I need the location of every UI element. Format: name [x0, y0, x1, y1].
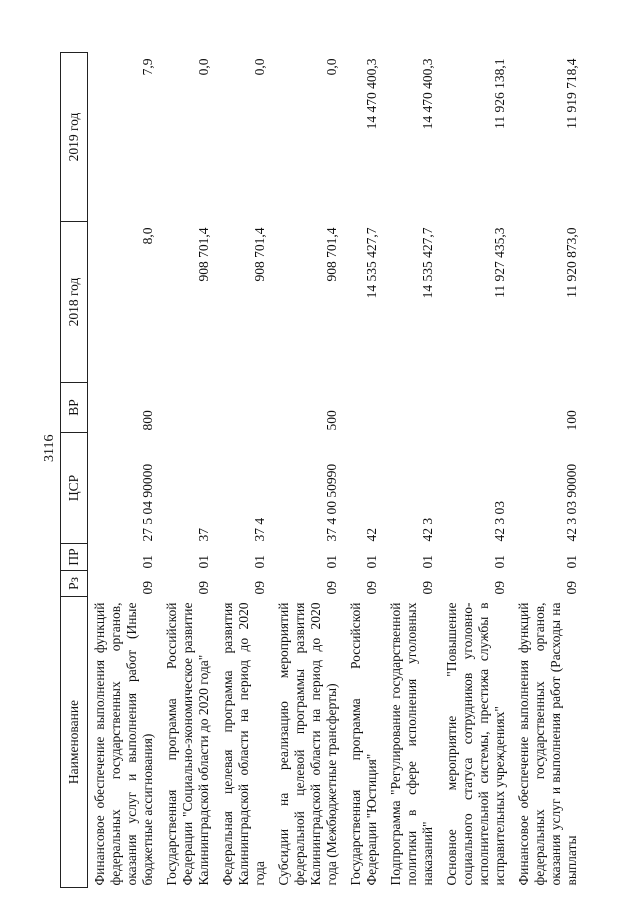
row-pr: 01 — [196, 555, 211, 569]
row-vr — [216, 383, 272, 433]
row-name: Субсидии на реализацию мероприятий федеральной целевой программы развития Калининградской области на период до 2020 года (Межбюджетные трансферты) — [276, 602, 339, 886]
row-vr: 100 — [564, 410, 579, 431]
row-rz: 09 — [324, 581, 339, 595]
row-name: Федеральная целевая программа развития Калининградской области на период до 2020 года — [220, 602, 267, 886]
row-csr: 27 5 04 90000 — [140, 463, 155, 542]
row-rz: 09 — [420, 581, 435, 595]
row-pr: 01 — [324, 555, 339, 569]
row-2019: 0,0 — [252, 58, 267, 76]
row-pr: 01 — [492, 555, 507, 569]
page-number: 3116 — [42, 434, 57, 462]
row-2018: 11 920 873,0 — [564, 227, 579, 298]
row-csr: 37 4 — [252, 517, 267, 542]
row-2018: 14 535 427,7 — [420, 227, 435, 299]
row-rz: 09 — [196, 581, 211, 595]
header-2018: 2018 год — [61, 222, 88, 383]
budget-table — [60, 52, 584, 888]
header-pr: ПР — [61, 544, 88, 571]
row-pr: 01 — [364, 555, 379, 569]
row-vr: 800 — [140, 410, 155, 431]
header-name: Наименование — [61, 597, 88, 888]
header-rz: Рз — [61, 571, 88, 597]
header-csr: ЦСР — [61, 433, 88, 544]
row-pr: 01 — [140, 555, 155, 569]
row-name: Государственная программа Российской Федерации "Юстиция" — [348, 602, 379, 886]
rotated-page — [60, 53, 623, 888]
header-vr: ВР — [61, 383, 88, 433]
row-vr — [160, 383, 216, 433]
table-row — [216, 53, 272, 888]
row-pr: 01 — [564, 555, 579, 569]
table-row — [160, 53, 216, 888]
row-rz: 09 — [140, 581, 155, 595]
row-vr — [384, 383, 440, 433]
row-2018: 14 535 427,7 — [364, 227, 379, 299]
table-row — [344, 53, 384, 888]
row-name: Основное мероприятие "Повышение социального статуса сотрудников уголовно-исполнительной системы, престижа службы в исправительных учреждениях" — [444, 602, 507, 886]
row-vr — [344, 383, 384, 433]
row-2019: 0,0 — [324, 58, 339, 76]
row-2019: 11 919 718,4 — [564, 58, 579, 129]
row-csr: 37 — [196, 528, 211, 542]
row-vr: 500 — [324, 410, 339, 431]
row-2019: 7,9 — [140, 58, 155, 76]
row-name: Государственная программа Российской Федерации "Социально-экономическое развитие Калининградской области до 2020 года" — [164, 602, 211, 886]
table-row — [440, 53, 512, 888]
table-row — [384, 53, 440, 888]
row-csr: 37 4 00 50990 — [324, 463, 339, 542]
row-2019: 0,0 — [196, 58, 211, 76]
row-2018: 908 701,4 — [252, 227, 267, 282]
row-2018: 11 927 435,3 — [492, 227, 507, 298]
row-2019: 14 470 400,3 — [420, 58, 435, 130]
header-row — [61, 53, 88, 888]
row-2018: 8,0 — [140, 227, 155, 245]
row-2019: 11 926 138,1 — [492, 58, 507, 129]
row-2018: 908 701,4 — [324, 227, 339, 282]
row-pr: 01 — [252, 555, 267, 569]
row-name: Подпрограмма "Регулирование государственной политики в сфере исполнения уголовных наказаний" — [388, 602, 435, 886]
row-rz: 09 — [252, 581, 267, 595]
row-csr: 42 3 03 90000 — [564, 463, 579, 542]
table-row — [512, 53, 584, 888]
row-2019: 14 470 400,3 — [364, 58, 379, 130]
row-name: Финансовое обеспечение выполнения функций федеральных государственных органов, оказания услуг и выполнения работ (Расходы на выплаты — [516, 602, 579, 886]
row-2018: 908 701,4 — [196, 227, 211, 282]
row-name: Финансовое обеспечение выполнения функций федеральных государственных органов, оказания услуг и выполнения работ (Иные бюджетные ассигнования) — [92, 602, 155, 886]
header-2019: 2019 год — [61, 53, 88, 222]
row-csr: 42 3 03 — [492, 501, 507, 542]
row-pr: 01 — [420, 555, 435, 569]
table-row — [88, 53, 161, 888]
row-rz: 09 — [564, 581, 579, 595]
row-csr: 42 3 — [420, 517, 435, 542]
row-vr — [440, 383, 512, 433]
row-rz: 09 — [492, 581, 507, 595]
row-csr: 42 — [364, 528, 379, 542]
row-rz: 09 — [364, 581, 379, 595]
table-row — [272, 53, 344, 888]
